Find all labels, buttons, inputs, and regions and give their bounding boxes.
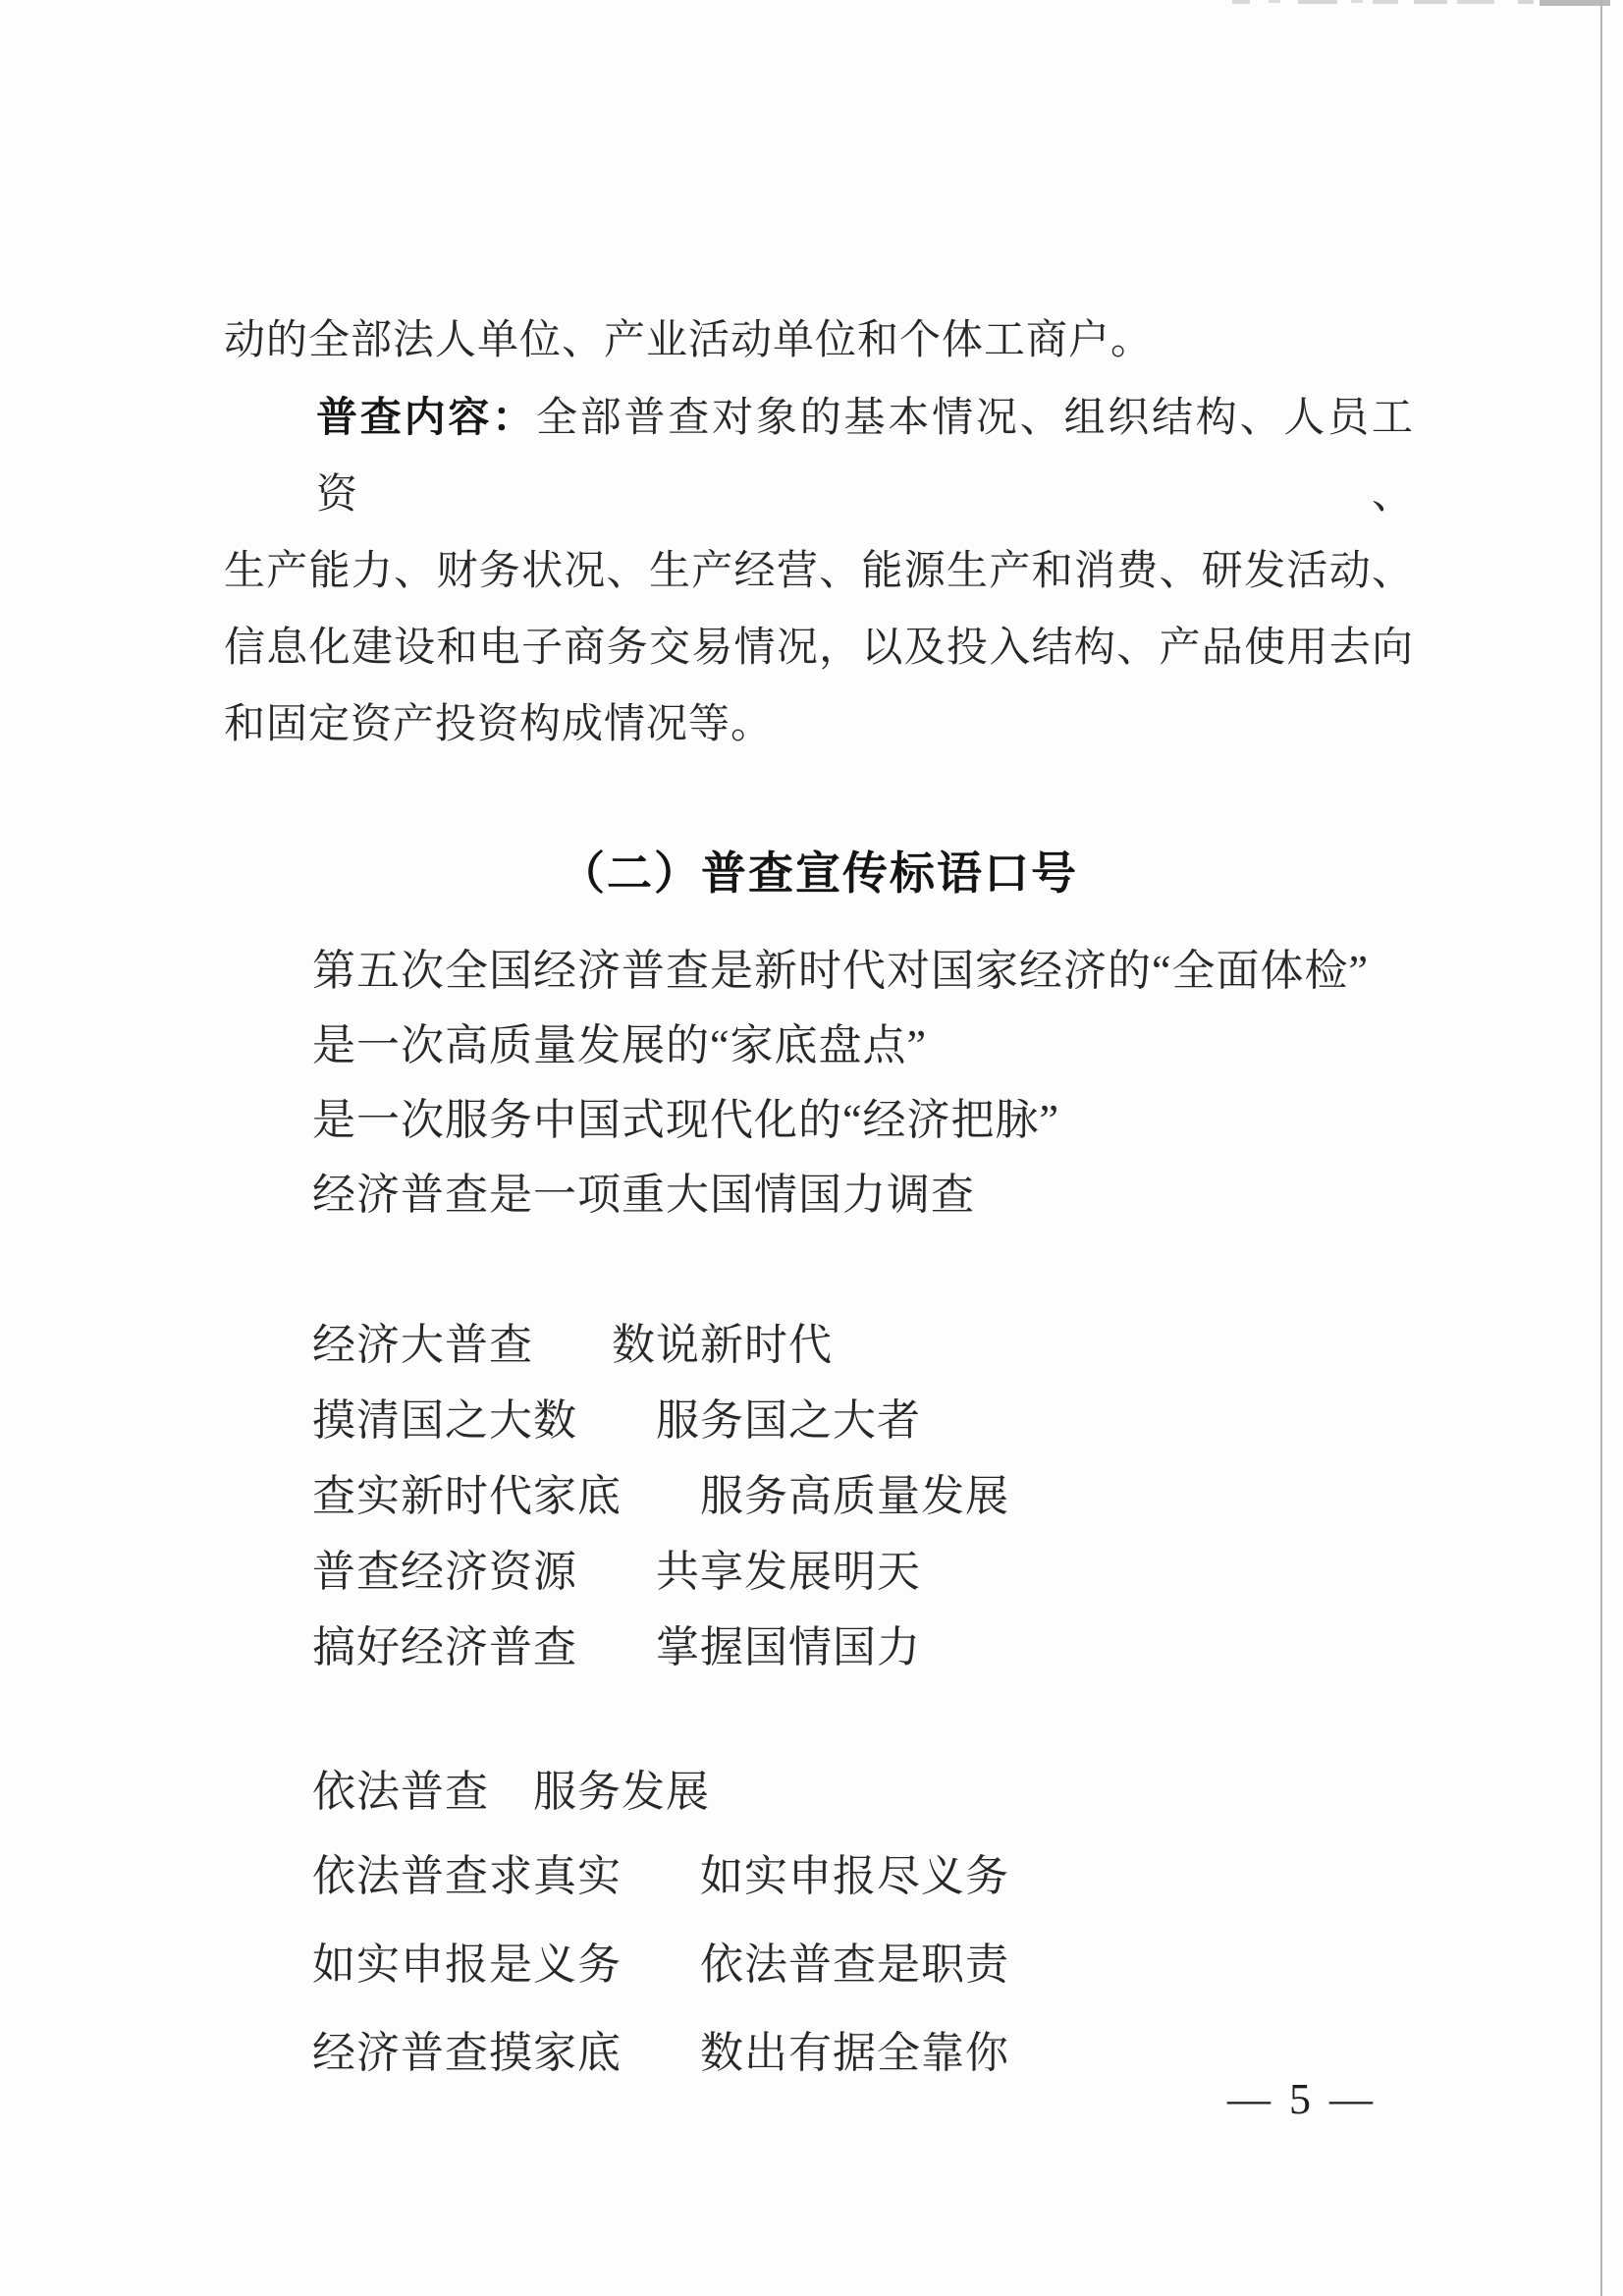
slogan-line (312, 1307, 1414, 1383)
slogan-line: 经济普查是一项重大国情国力调查 (312, 1171, 975, 1219)
slogan-left: 搞好经济普查 (312, 1623, 577, 1671)
section-heading: （二）普查宣传标语口号 (560, 847, 1078, 899)
scan-artifact (1298, 0, 1337, 4)
scan-artifact (1232, 0, 1250, 4)
slogan-right: 数出有据全靠你 (700, 2029, 1009, 2077)
census-content-line-3: 信息化建设和电子商务交易情况，以及投入结构、产品使用去向 (224, 626, 1414, 671)
scan-artifact (1518, 0, 1534, 4)
slogan-left: 查实新时代家底 (312, 1472, 622, 1520)
slogan-left: 依法普查 (312, 1768, 489, 1816)
slogan-left: 经济普查摸家底 (312, 2029, 622, 2077)
slogan-right: 服务国之大者 (656, 1396, 921, 1445)
census-content-line-2: 生产能力、财务状况、生产经营、能源生产和消费、研发活动、 (224, 549, 1414, 594)
slogan-line (312, 1832, 1414, 1921)
slogan-line (312, 1610, 1414, 1685)
slogan-block-legal-header (224, 1752, 1414, 1832)
scan-artifact (1269, 0, 1280, 3)
paragraph-continued-line: 动的全部法人单位、产业活动单位和个体工商户。 (224, 318, 1154, 363)
slogan-right: 掌握国情国力 (656, 1623, 921, 1671)
slogan-line: 是一次服务中国式现代化的“经济把脉” (312, 1096, 1060, 1144)
slogan-block-intro (224, 934, 1414, 1232)
slogan-left: 经济大普查 (312, 1321, 533, 1369)
slogan-right: 数说新时代 (612, 1321, 833, 1369)
census-content-line-4: 和固定资产投资构成情况等。 (224, 702, 774, 747)
slogan-left: 普查经济资源 (312, 1548, 577, 1596)
slogan-line (312, 1458, 1414, 1534)
slogan-line: 是一次高质量发展的“家底盘点” (312, 1021, 928, 1069)
slogan-line: 第五次全国经济普查是新时代对国家经济的“全面体检” (312, 947, 1370, 995)
scan-edge-line (1600, 0, 1602, 2296)
document-body (224, 302, 1414, 2098)
slogan-left: 如实申报是义务 (312, 1941, 622, 1989)
slogan-block-legal (224, 1832, 1414, 2098)
slogan-line (312, 1534, 1414, 1610)
scan-artifact (1414, 0, 1447, 4)
slogan-line (312, 1921, 1414, 2009)
slogan-right: 服务高质量发展 (700, 1472, 1009, 1520)
slogan-right: 依法普查是职责 (700, 1941, 1009, 1989)
slogan-block-pairs (224, 1307, 1414, 1685)
slogan-left: 依法普查求真实 (312, 1852, 622, 1900)
scan-artifact (1373, 0, 1398, 4)
slogan-right: 如实申报尽义务 (700, 1852, 1009, 1900)
slogan-line (312, 1383, 1414, 1458)
census-content-text: 全部普查对象的基本情况、组织结构、人员工资、 (316, 396, 1414, 518)
slogan-line (312, 1752, 1414, 1832)
scan-artifact (1457, 0, 1494, 4)
slogan-left: 摸清国之大数 (312, 1396, 577, 1445)
slogan-right: 共享发展明天 (656, 1548, 921, 1596)
scan-artifact (1351, 0, 1363, 3)
slogan-right: 服务发展 (533, 1768, 710, 1816)
census-content-label: 普查内容： (316, 394, 536, 440)
census-content-line-1 (224, 379, 1414, 533)
page-number: — 5 — (1227, 2075, 1377, 2123)
